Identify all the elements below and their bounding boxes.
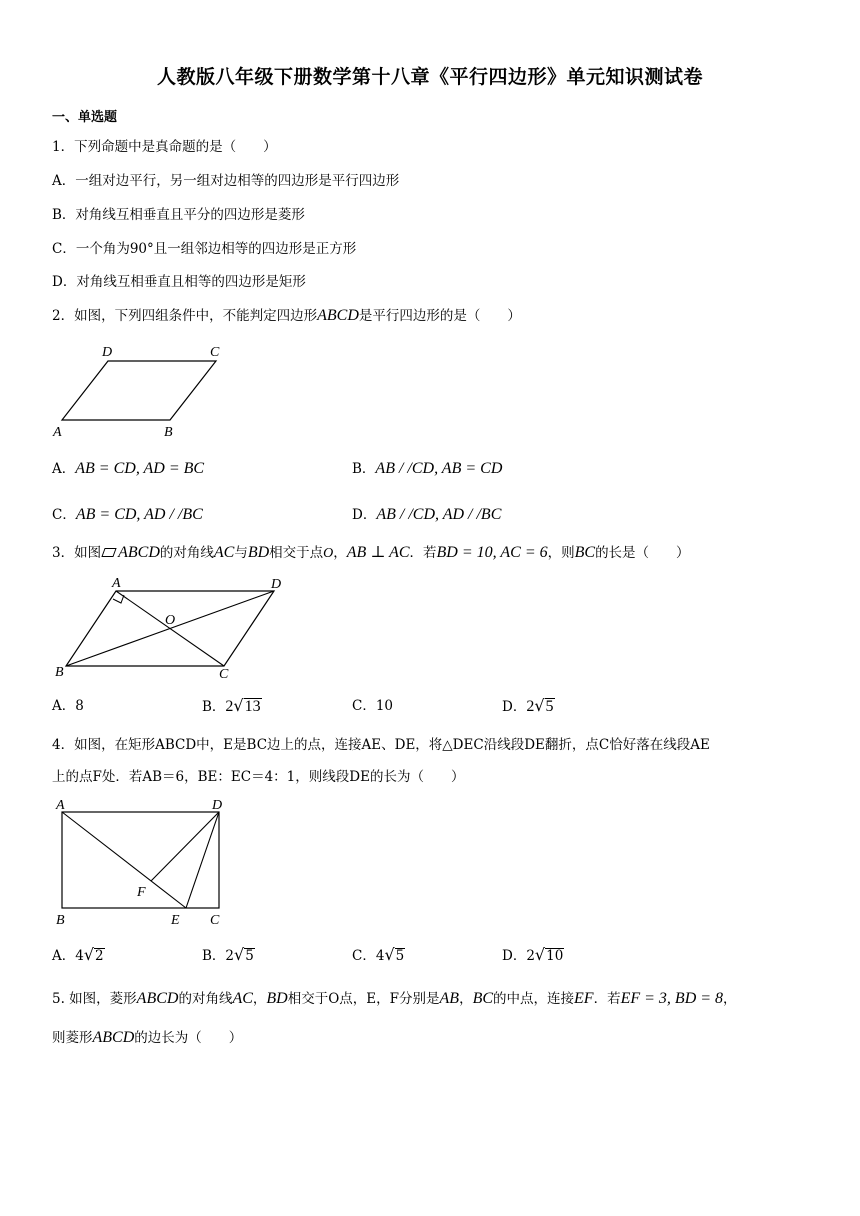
q3-label-b: B [55, 665, 64, 680]
q2-stem-pre: 2．如图，下列四组条件中，不能判定四边形 [52, 308, 318, 324]
q4-option-b [202, 946, 255, 965]
q5-stem-part: ABCD [92, 1029, 135, 1046]
q1-stem: 1．下列命题中是真命题的是（ ） [52, 139, 277, 155]
q2-parallelogram [62, 361, 216, 420]
q3-stem-part: 与 [234, 545, 248, 561]
q1-option-a: A．一组对边平行，另一组对边相等的四边形是平行四边形 [52, 173, 400, 189]
q4-option-c [352, 946, 405, 965]
section-heading: 一、单选题 [52, 110, 118, 125]
q5-stem-part: EF = 3, BD = 8 [620, 990, 724, 1007]
q2-option-c [52, 506, 203, 524]
q5-stem-part: ， [252, 991, 267, 1007]
q4-option-c-coef: 4 [375, 948, 385, 964]
q4-label-e: E [171, 913, 180, 928]
q3-stem [52, 544, 690, 563]
q5-stem-part: 5. 如图，菱形 [52, 991, 137, 1007]
q2-option-a-math: AB = CD, AD = BC [75, 460, 205, 477]
q4-stem-line2: 上的点F处．若AB＝6，BE：EC＝4：1，则线段DE的长为（ ） [52, 769, 465, 785]
q3-stem-part: AB ⊥ AC [346, 544, 410, 561]
q2-label-a: A [53, 425, 62, 440]
q3-stem-part: ， [333, 545, 347, 561]
q5-stem-part: 的边长为（ ） [134, 1030, 243, 1046]
q4-option-b-radicand: 5 [245, 948, 254, 964]
q5-stem-part: EF [574, 990, 594, 1007]
q2-option-b [352, 460, 502, 478]
radical-sign-icon: √ [83, 945, 95, 964]
q4-option-b-label: B． [202, 948, 226, 964]
q4-option-c-label: C． [352, 948, 376, 964]
q1-option-c: C．一个角为90°且一组邻边相等的四边形是正方形 [52, 241, 357, 257]
q2-option-d-math: AB / /CD, AD / /BC [376, 506, 502, 523]
q1-option-b: B．对角线互相垂直且平分的四边形是菱形 [52, 207, 305, 223]
q3-label-o: O [165, 613, 176, 628]
q2-option-d [352, 506, 501, 524]
q4-label-a: A [56, 798, 65, 813]
q4-segment-df [151, 812, 219, 881]
q5-stem-part: ．若 [593, 991, 621, 1007]
q4-label-b: B [56, 913, 65, 928]
radical-sign-icon: √ [234, 945, 245, 964]
q5-stem-part: BC [472, 990, 494, 1007]
q3-option-b-label: B． [202, 699, 226, 715]
radical-sign-icon: √ [233, 696, 244, 715]
q4-segment-ae [62, 812, 186, 908]
q1-option-d: D．对角线互相垂直且相等的四边形是矩形 [52, 274, 306, 290]
q3-option-a: A．8 [52, 698, 84, 714]
q5-stem-part: 相交于O点，E，F分别是 [287, 991, 440, 1007]
q3-stem-part: BC [574, 544, 596, 561]
q3-stem-part: ，则 [547, 545, 575, 561]
q4-label-d: D [212, 798, 223, 813]
q3-stem-part: ．若 [409, 545, 437, 561]
q4-option-b-coef: 2 [225, 948, 235, 964]
q5-stem-part: 则菱形 [52, 1030, 93, 1046]
radical-sign-icon: √ [534, 696, 545, 715]
parallelogram-symbol-icon [101, 548, 116, 557]
q5-stem-part: AC [232, 990, 253, 1007]
q3-stem-part: ABCD [118, 544, 160, 561]
q3-option-b-radicand: 13 [244, 698, 261, 715]
radical-sign-icon: √ [534, 945, 546, 964]
q2-label-b: B [164, 425, 173, 440]
q3-stem-part: BD [247, 544, 270, 561]
q5-stem-part: 的中点，连接 [493, 991, 575, 1007]
q3-stem-part: 的长是（ ） [595, 545, 690, 561]
q2-stem-post: 是平行四边形的是（ ） [358, 308, 521, 324]
q5-stem-part: ， [459, 991, 473, 1007]
q3-parallelogram-figure [50, 574, 300, 684]
q3-diagonal-bd [66, 591, 274, 666]
q2-option-b-math: AB / /CD, AB = CD [375, 460, 503, 477]
q4-label-c: C [210, 913, 220, 928]
q2-stem-math: ABCD [317, 307, 359, 324]
q2-option-a-label: A． [52, 461, 76, 477]
q3-option-b [202, 697, 262, 716]
q3-label-a: A [112, 576, 121, 591]
q3-stem-part: 的对角线 [159, 545, 214, 561]
radical-sign-icon: √ [384, 945, 395, 964]
q5-stem-line1 [52, 990, 737, 1008]
q3-stem-part: AC [213, 544, 235, 561]
q2-parallelogram-figure [50, 340, 230, 440]
q2-label-c: C [210, 345, 220, 360]
q2-option-d-label: D． [352, 507, 377, 523]
q5-stem-part: ， [723, 991, 737, 1007]
q3-option-d [502, 697, 555, 716]
q4-segment-de [186, 812, 219, 908]
q2-stem [52, 307, 521, 325]
q2-option-c-math: AB = CD, AD / /BC [75, 506, 203, 523]
q4-option-d [502, 946, 564, 965]
q3-option-c: C．10 [352, 698, 394, 714]
q3-label-c: C [219, 667, 229, 682]
q5-stem-line2 [52, 1029, 242, 1047]
q2-label-d: D [102, 345, 113, 360]
q4-option-d-label: D． [502, 948, 527, 964]
q4-option-d-radicand: 10 [546, 948, 564, 964]
q5-stem-part: BD [266, 990, 288, 1007]
q3-stem-part: BD = 10, AC = 6 [436, 544, 548, 561]
q4-option-a-coef: 4 [75, 948, 84, 964]
q4-stem-line1: 4．如图，在矩形ABCD中，E是BC边上的点，连接AE、DE，将△DEC沿线段DE翻折，点C恰好落在线段AE [52, 737, 710, 753]
q3-stem-part: 相交于点 [269, 545, 324, 561]
q3-option-d-label: D． [502, 699, 527, 715]
q3-stem-part: O [323, 546, 334, 561]
q4-rectangle-figure [50, 796, 240, 932]
q4-option-a-label: A． [52, 948, 76, 964]
page-title: 人教版八年级下册数学第十八章《平行四边形》单元知识测试卷 [156, 66, 703, 88]
q3-right-angle-mark [113, 595, 124, 603]
q3-stem-part: 3．如图 [52, 545, 102, 561]
q3-option-d-coef: 2 [526, 698, 535, 715]
q3-option-d-radicand: 5 [545, 698, 554, 715]
q5-stem-part: 的对角线 [178, 991, 233, 1007]
q3-option-b-coef: 2 [225, 698, 234, 715]
q4-option-d-coef: 2 [526, 948, 535, 964]
q5-stem-part: ABCD [136, 990, 179, 1007]
q2-option-c-label: C． [52, 507, 76, 523]
q5-stem-part: AB [439, 990, 460, 1007]
q4-option-a-radicand: 2 [95, 948, 104, 964]
q2-option-a [52, 460, 204, 478]
q4-option-a [52, 946, 105, 965]
q4-option-c-radicand: 5 [395, 948, 405, 964]
q4-label-f: F [137, 885, 146, 900]
q3-label-d: D [271, 577, 282, 592]
q2-option-b-label: B． [352, 461, 376, 477]
